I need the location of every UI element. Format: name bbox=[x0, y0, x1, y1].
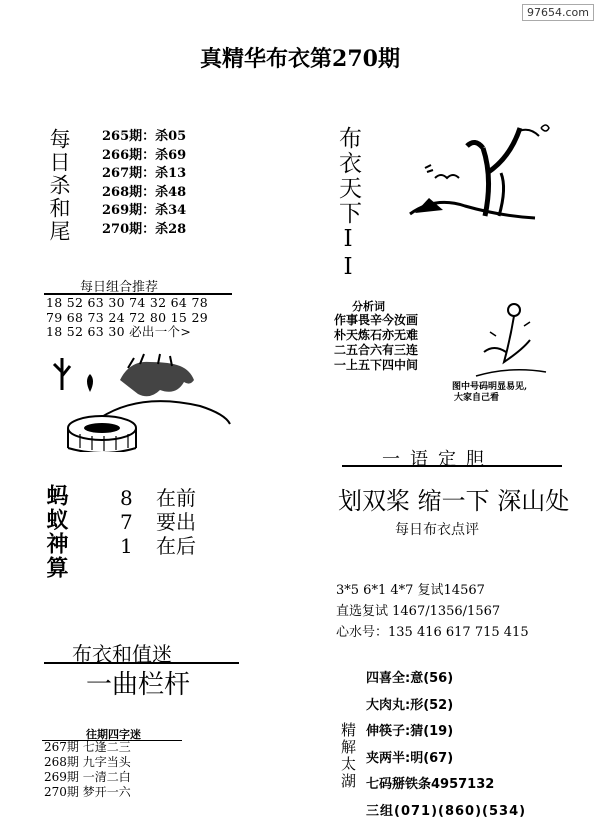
list-item: 266期：杀69 bbox=[102, 147, 187, 163]
list-item: 8 在前 bbox=[120, 486, 196, 510]
tree-sketch-illustration bbox=[470, 296, 550, 380]
jing-label: 精解太湖 bbox=[339, 722, 357, 790]
note-line: 图中号码明显易见, bbox=[452, 382, 528, 392]
list-item: 大肉丸:形(52) bbox=[366, 697, 454, 713]
list-item: 269期：杀34 bbox=[102, 203, 187, 218]
puzzle-title: 分析词 bbox=[352, 300, 385, 313]
buyi-mystery-title: 布衣和值迷 bbox=[72, 642, 172, 666]
combo-recommendations bbox=[336, 580, 529, 643]
buyi-mystery-subtitle: 一曲栏杆 bbox=[86, 670, 191, 700]
one-word-tagline: 划双桨 缩一下 深山处 bbox=[338, 487, 570, 515]
list-item: 1 在后 bbox=[120, 534, 196, 558]
puzzle-verse bbox=[334, 313, 418, 373]
divider bbox=[342, 465, 562, 467]
list-item: 心水号：135 416 617 715 415 bbox=[336, 625, 529, 640]
daily-kill-list bbox=[102, 128, 186, 239]
one-word-title: 一语定胆 bbox=[382, 449, 494, 470]
list-item: 270期 梦开一六 bbox=[44, 785, 131, 799]
list-item: 直选复试 1467/1356/1567 bbox=[336, 604, 501, 619]
list-item: 269期 一清二白 bbox=[44, 770, 131, 784]
list-item: 7 要出 bbox=[120, 510, 196, 534]
ink-tree-illustration bbox=[405, 118, 565, 230]
list-item: 270期：杀28 bbox=[102, 221, 187, 237]
list-item: 七码掰铁条4957132 bbox=[366, 777, 495, 792]
buyi-tianxia-label: 布衣天下II bbox=[335, 126, 361, 282]
combo-numbers bbox=[46, 296, 208, 340]
list-item: 267期：杀13 bbox=[102, 166, 187, 181]
combo-title: 每日组合推荐 bbox=[80, 280, 159, 295]
list-item: 265期：杀05 bbox=[102, 129, 187, 144]
hyena-well-illustration bbox=[40, 340, 240, 452]
list-item: 268期 九字当头 bbox=[44, 755, 131, 769]
list-item: 三组(071)(860)(534) bbox=[366, 803, 527, 819]
list-item: 作事畏辛今汝画 bbox=[334, 313, 419, 327]
list-item: 18 52 63 30 必出一个> bbox=[46, 324, 192, 339]
list-item: 79 68 73 24 72 80 15 29 bbox=[46, 309, 208, 325]
page-title: 真精华布衣第270期 bbox=[200, 46, 400, 72]
past-riddle-title: 往期四字迷 bbox=[86, 728, 141, 741]
list-item: 268期：杀48 bbox=[102, 184, 187, 200]
list-item: 伸筷子:猜(19) bbox=[366, 724, 454, 739]
list-item: 夹两半:明(67) bbox=[366, 750, 454, 766]
list-item: 267期 七逢二三 bbox=[44, 740, 131, 754]
list-item: 四喜全:意(56) bbox=[366, 671, 454, 686]
list-item: 18 52 63 30 74 32 64 78 bbox=[46, 295, 208, 310]
list-item: 3*5 6*1 4*7 复试14567 bbox=[336, 583, 485, 598]
past-riddle-list bbox=[44, 740, 131, 800]
list-item: 一上五下四中间 bbox=[334, 358, 419, 372]
daily-kill-label: 每日杀和尾 bbox=[47, 128, 71, 243]
ant-label: 蚂蚁神算 bbox=[43, 484, 69, 580]
ant-list bbox=[120, 486, 196, 558]
list-item: 二五合六有三连 bbox=[334, 343, 419, 357]
puzzle-note bbox=[452, 382, 527, 404]
daily-comment-heading: 每日布衣点评 bbox=[395, 522, 479, 538]
site-watermark: 97654.com bbox=[522, 4, 594, 21]
list-item: 朴天炼石亦无难 bbox=[334, 328, 419, 342]
note-line: 大家自己看 bbox=[454, 393, 500, 403]
jing-list bbox=[366, 666, 526, 825]
